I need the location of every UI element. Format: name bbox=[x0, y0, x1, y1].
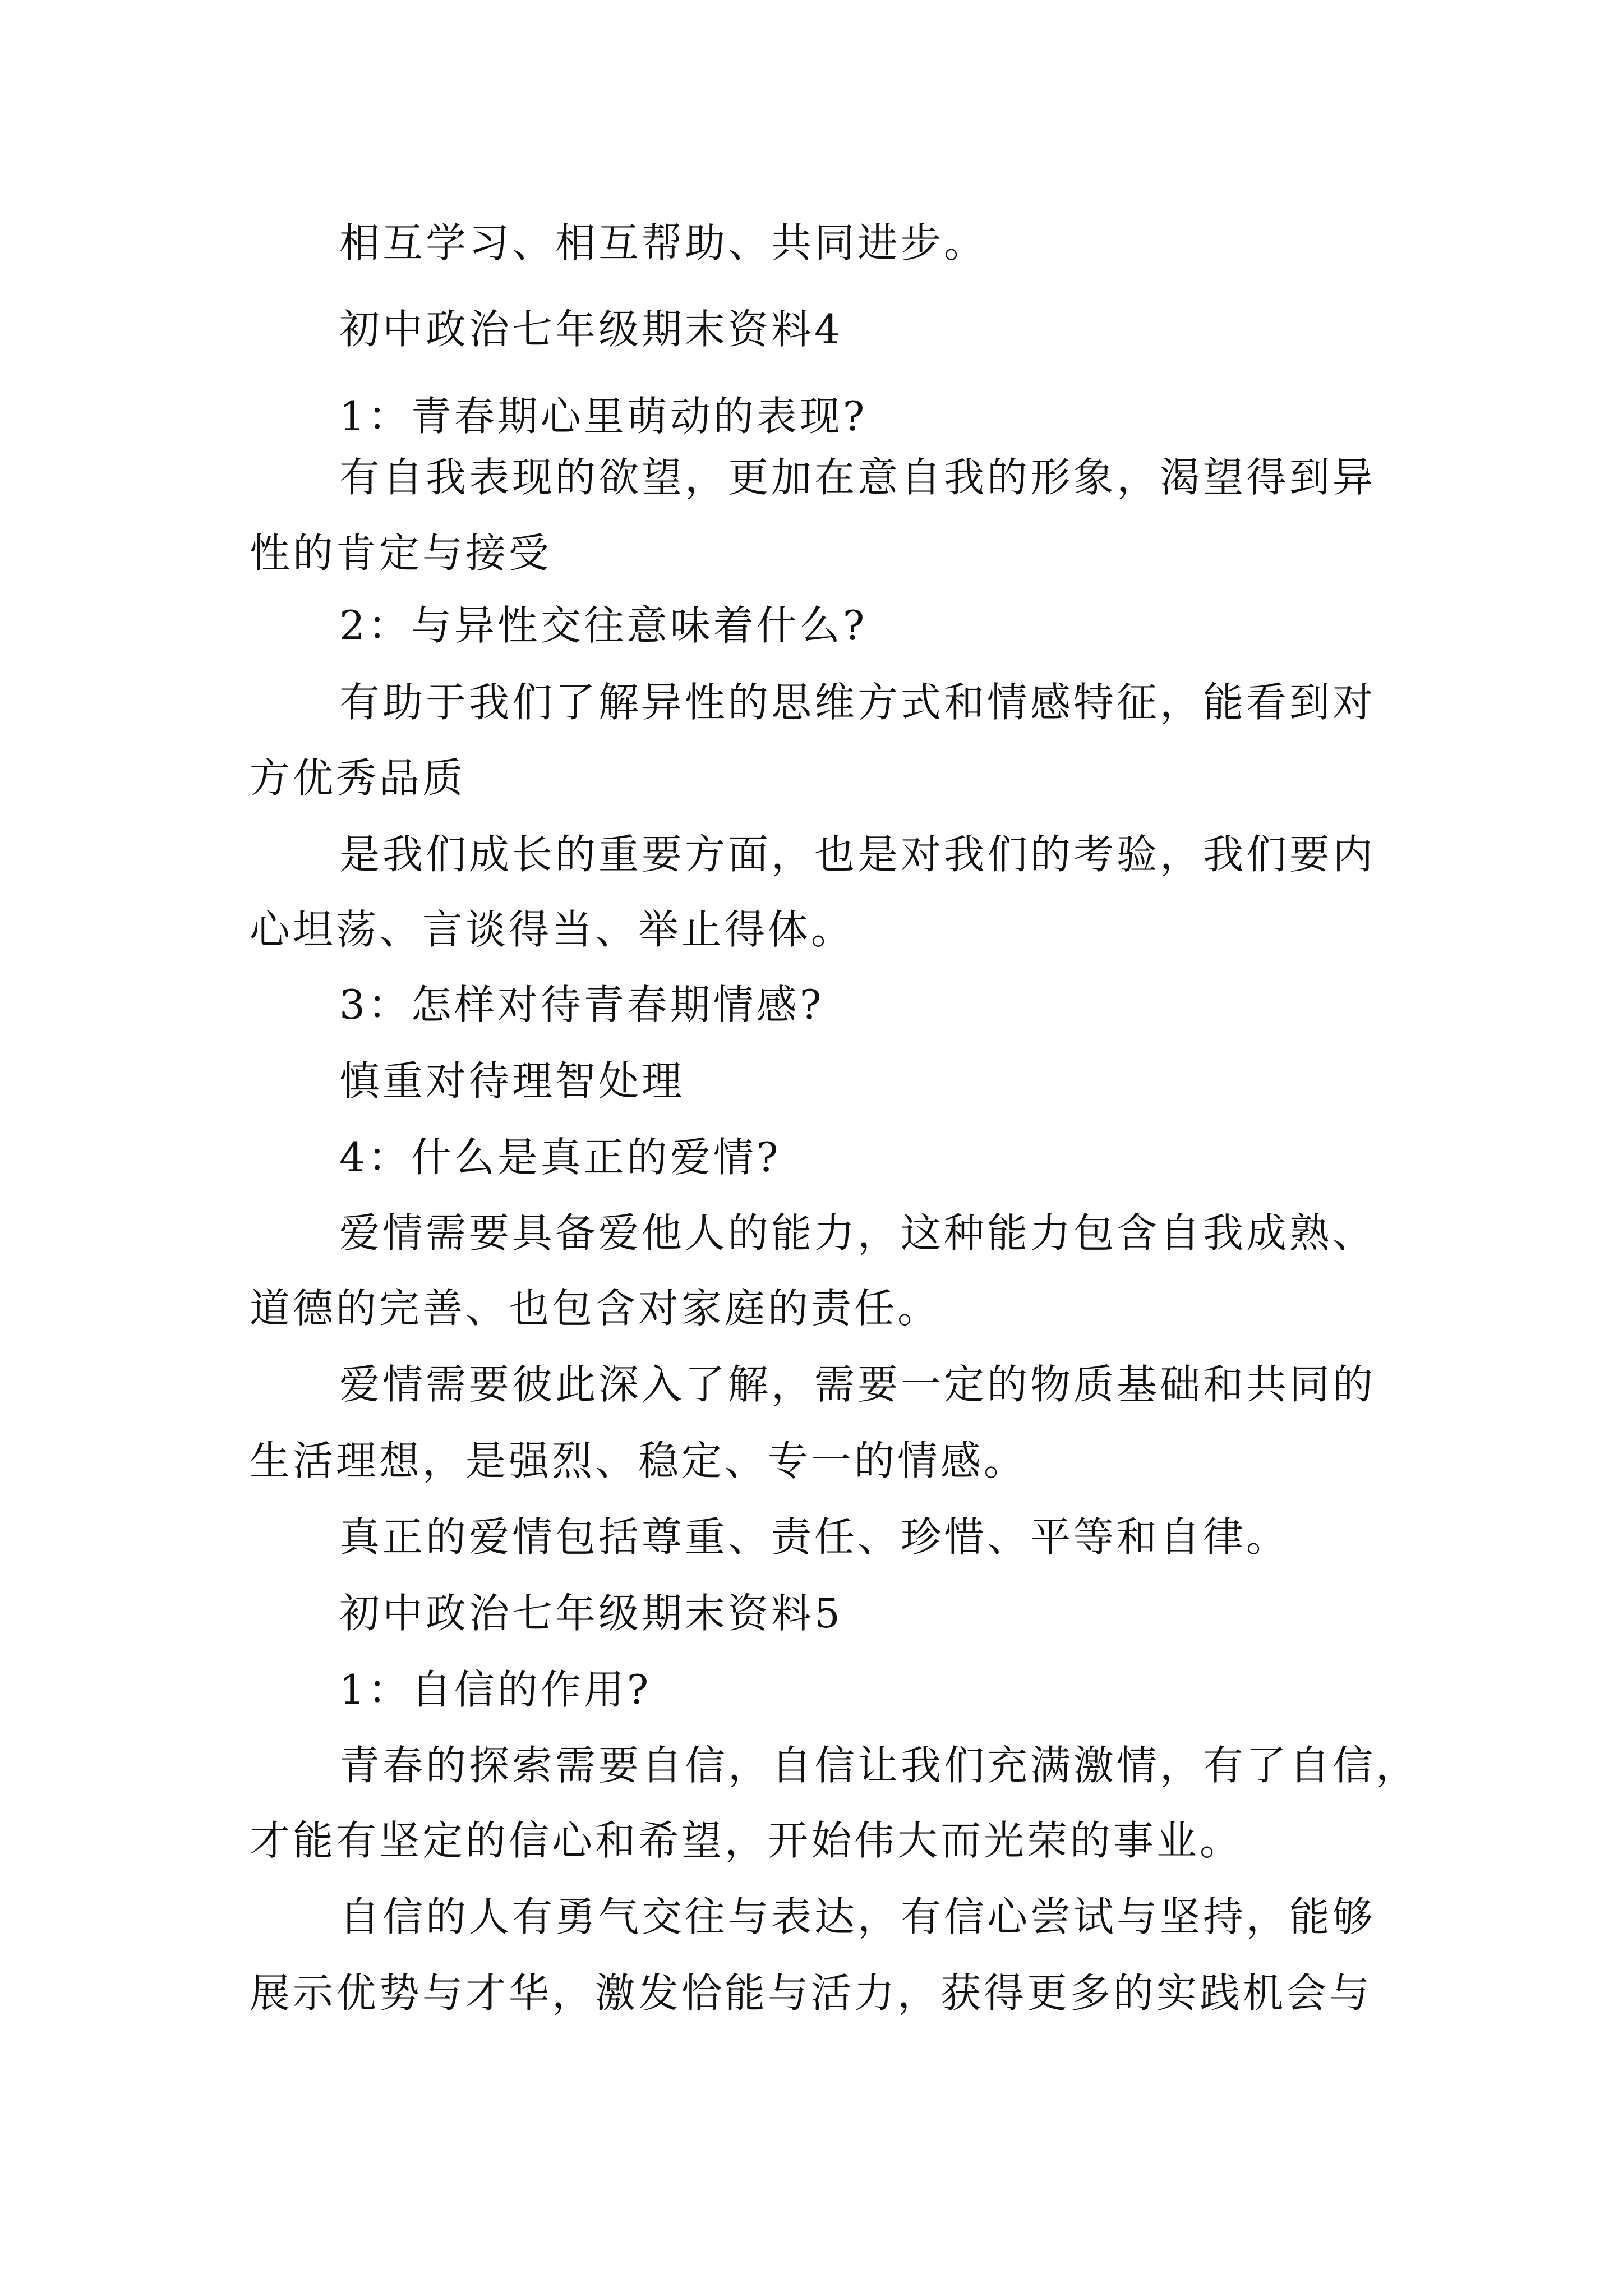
paragraph-line: 慎重对待理智处理 bbox=[339, 1057, 685, 1105]
question-line: 4：什么是真正的爱情? bbox=[339, 1134, 781, 1181]
question-line: 3：怎样对待青春期情感? bbox=[339, 981, 824, 1028]
paragraph-line: 真正的爱情包括尊重、责任、珍惜、平等和自律。 bbox=[339, 1513, 1290, 1561]
paragraph-line: 生活理想，是强烈、稳定、专一的情感。 bbox=[250, 1437, 1027, 1484]
question-line: 2：与异性交往意味着什么? bbox=[339, 602, 868, 649]
paragraph-line: 爱情需要具备爱他人的能力，这种能力包含自我成熟、 bbox=[339, 1209, 1376, 1257]
paragraph-line: 是我们成长的重要方面，也是对我们的考验，我们要内 bbox=[339, 831, 1376, 878]
paragraph-line: 方优秀品质 bbox=[250, 754, 466, 802]
paragraph-line: 有自我表现的欲望，更加在意自我的形象，渴望得到异 bbox=[339, 454, 1376, 501]
paragraph-line: 相互学习、相互帮助、共同进步。 bbox=[339, 219, 988, 266]
paragraph-line: 自信的人有勇气交往与表达，有信心尝试与坚持，能够 bbox=[339, 1893, 1376, 1940]
paragraph-line: 爱情需要彼此深入了解，需要一定的物质基础和共同的 bbox=[339, 1361, 1376, 1408]
question-line: 1：自信的作用? bbox=[339, 1666, 652, 1713]
paragraph-line: 道德的完善、也包含对家庭的责任。 bbox=[250, 1285, 941, 1332]
section-heading: 初中政治七年级期末资料4 bbox=[339, 306, 843, 353]
section-heading: 初中政治七年级期末资料5 bbox=[339, 1590, 843, 1637]
paragraph-line: 展示优势与才华，激发恰能与活力，获得更多的实践机会与 bbox=[250, 1970, 1373, 2017]
paragraph-line: 心坦荡、言谈得当、举止得体。 bbox=[250, 906, 855, 953]
paragraph-line: 有助于我们了解异性的思维方式和情感特征，能看到对 bbox=[339, 679, 1376, 726]
paragraph-line: 才能有坚定的信心和希望，开始伟大而光荣的事业。 bbox=[250, 1817, 1243, 1864]
question-line: 1：青春期心里萌动的表现? bbox=[339, 393, 868, 440]
paragraph-line: 性的肯定与接受 bbox=[250, 530, 552, 577]
paragraph-line: 青春的探索需要自信，自信让我们充满激情，有了自信， bbox=[339, 1742, 1419, 1789]
